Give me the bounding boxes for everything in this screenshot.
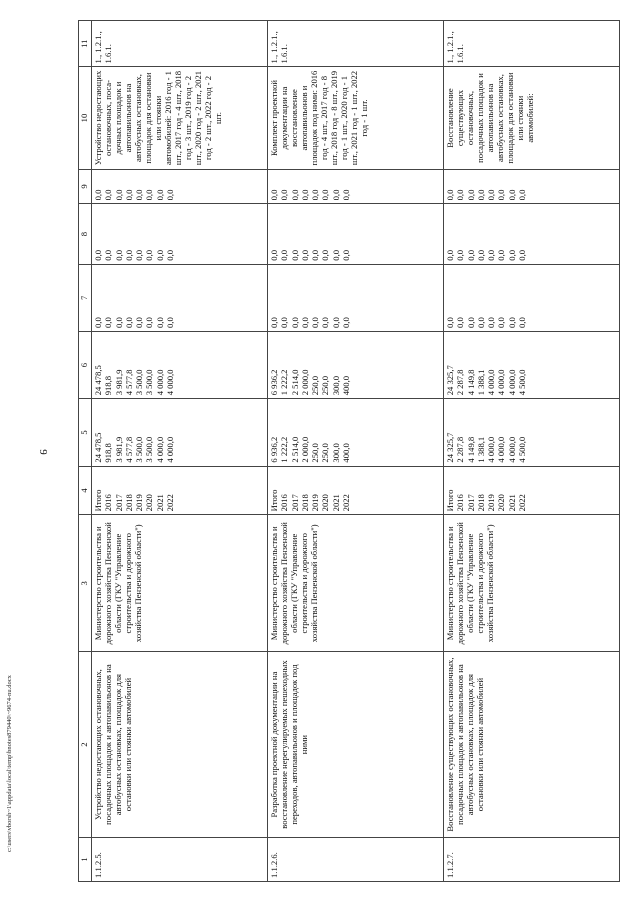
year-label: 2020 (144, 494, 155, 512)
amount-value: 0,0 (123, 317, 134, 328)
amount-value: 0,0 (144, 317, 155, 328)
amount-value: 4 000,0 (506, 436, 517, 463)
amount-value: 24 325,7 (445, 365, 455, 396)
amount-value: 0,0 (475, 317, 486, 328)
year-label: 2016 (455, 494, 466, 512)
header-cell: 11 (79, 21, 92, 67)
amount-list-cell (444, 399, 620, 466)
amount-value: 0,0 (154, 249, 165, 261)
header-cell: 9 (79, 169, 92, 204)
amount-value: 0,0 (445, 249, 455, 261)
page-number: 9 (36, 449, 49, 455)
amount-list-cell (92, 169, 268, 204)
amount-value: 1 388,1 (475, 369, 486, 396)
table-row (268, 21, 444, 882)
year-label: 2018 (123, 494, 134, 512)
reference-cell: 1., 1.2.1., 1.6.1. (92, 21, 268, 67)
amount-value: 0,0 (445, 317, 455, 328)
amount-value: 4 149,8 (465, 436, 476, 463)
amount-value: 4 000,0 (496, 369, 507, 396)
amount-value: 0,0 (475, 249, 486, 261)
amount-value: 0,0 (341, 249, 352, 261)
amount-value: 0,0 (289, 317, 300, 328)
program-table-container (78, 20, 618, 882)
amount-value: 0,0 (165, 317, 176, 328)
amount-value: 2 514,0 (289, 436, 300, 463)
amount-value: 0,0 (506, 249, 517, 261)
header-row (79, 21, 92, 882)
header-cell: 4 (79, 466, 92, 515)
amount-value: 0,0 (341, 189, 352, 201)
amount-value: 24 478,5 (93, 365, 103, 396)
amount-list-cell (92, 204, 268, 264)
amount-list-cell (268, 332, 444, 399)
amount-list-cell (444, 204, 620, 264)
amount-value: 0,0 (279, 249, 290, 261)
amount-value: 0,0 (279, 317, 290, 328)
amount-value: 0,0 (310, 189, 321, 201)
amount-value: 0,0 (134, 189, 145, 201)
amount-value: 0,0 (475, 189, 486, 201)
activity-name-cell: Устройство недостающих остановочных, посадочных площадок и автопавильонов на автобусных остановках, площадок для остановки или стоянки автомобилей (92, 652, 268, 838)
amount-value: 400,0 (341, 443, 352, 463)
amount-value: 0,0 (330, 249, 341, 261)
amount-value: 300,0 (330, 375, 341, 396)
result-cell: Комплект проектной документации на восстановление автопавильонов и площадок под ними: 2016 год - 4 шт., 2017 год - 8 шт., 2018 год - 8 шт., 2019 год - 1 шт., 2020 год - 1 шт., 2021 год - 1 шт., 2022 год - 1 шт. (268, 67, 444, 169)
year-label: 2017 (465, 494, 476, 512)
amount-value: 1 388,1 (475, 436, 486, 463)
header-cell: 1 (79, 837, 92, 881)
amount-value: 4 000,0 (165, 369, 176, 396)
year-label: 2018 (475, 494, 486, 512)
amount-value: 0,0 (310, 317, 321, 328)
amount-value: 0,0 (113, 249, 124, 261)
amount-value: 0,0 (506, 189, 517, 201)
amount-list-cell (92, 399, 268, 466)
amount-list-cell (268, 204, 444, 264)
amount-value: 0,0 (93, 317, 103, 328)
year-label: 2022 (341, 494, 352, 512)
amount-value: 3 981,9 (113, 436, 124, 463)
header-cell: 2 (79, 652, 92, 838)
amount-list-cell (268, 264, 444, 331)
amount-value: 250,0 (320, 375, 331, 396)
activity-name-cell: Разработка проектной документации на восстановление нерегулируемых пешеходных переходов, автопавильонов и площадок под ними (268, 652, 444, 838)
amount-value: 0,0 (134, 249, 145, 261)
amount-value: 0,0 (455, 189, 466, 201)
activity-name-cell: Восстановление существующих остановочных, посадочных площадок и автопавильонов на автобусных остановках, площадок для остановки или стоянки автомобилей (444, 652, 620, 838)
amount-value: 918,8 (103, 375, 114, 396)
amount-value: 0,0 (310, 249, 321, 261)
amount-value: 2 287,8 (455, 369, 466, 396)
year-label: 2019 (134, 494, 145, 512)
year-label: 2020 (320, 494, 331, 512)
amount-value: 0,0 (465, 317, 476, 328)
year-label: Итого (93, 489, 103, 512)
reference-cell: 1., 1.2.1., 1.6.1. (444, 21, 620, 67)
amount-value: 0,0 (134, 317, 145, 328)
amount-value: 0,0 (93, 189, 103, 201)
year-label: Итого (445, 489, 455, 512)
amount-value: 0,0 (455, 317, 466, 328)
header-cell: 5 (79, 399, 92, 466)
year-label: 2016 (279, 494, 290, 512)
amount-value: 0,0 (289, 249, 300, 261)
amount-list-cell (92, 264, 268, 331)
amount-value: 0,0 (320, 189, 331, 201)
amount-value: 918,8 (103, 443, 114, 463)
amount-value: 0,0 (320, 317, 331, 328)
executor-cell: Министерство строительства и дорожного хозяйства Пензенской области (ГКУ "Управление строительства и дорожного хозяйства Пензенской области") (268, 515, 444, 652)
amount-value: 4 000,0 (506, 369, 517, 396)
row-number-cell: 1.1.2.5. (92, 837, 268, 881)
year-label: 2019 (310, 494, 321, 512)
amount-value: 250,0 (310, 443, 321, 463)
amount-value: 4 000,0 (496, 436, 507, 463)
amount-value: 24 325,7 (445, 432, 455, 463)
amount-value: 2 000,0 (299, 436, 310, 463)
amount-value: 4 000,0 (154, 436, 165, 463)
amount-value: 0,0 (517, 189, 528, 201)
amount-value: 2 514,0 (289, 369, 300, 396)
amount-value: 4 577,8 (123, 436, 134, 463)
amount-value: 250,0 (320, 443, 331, 463)
year-label: 2016 (103, 494, 114, 512)
amount-value: 0,0 (486, 189, 497, 201)
amount-value: 300,0 (330, 443, 341, 463)
amount-value: 4 500,0 (517, 369, 528, 396)
amount-value: 0,0 (144, 249, 155, 261)
amount-value: 0,0 (165, 189, 176, 201)
year-label: 2021 (330, 494, 341, 512)
amount-value: 0,0 (506, 317, 517, 328)
amount-value: 3 500,0 (144, 436, 155, 463)
amount-value: 0,0 (269, 249, 279, 261)
amount-value: 1 222,2 (279, 436, 290, 463)
amount-value: 3 500,0 (144, 369, 155, 396)
header-cell: 10 (79, 67, 92, 169)
amount-value: 0,0 (269, 317, 279, 328)
amount-value: 4 000,0 (165, 436, 176, 463)
year-label: 2019 (486, 494, 497, 512)
amount-value: 0,0 (269, 189, 279, 201)
amount-value: 0,0 (123, 249, 134, 261)
year-list-cell (92, 466, 268, 515)
amount-value: 24 478,5 (93, 432, 103, 463)
row-number-cell: 1.1.2.6. (268, 837, 444, 881)
amount-list-cell (444, 332, 620, 399)
amount-value: 3 500,0 (134, 369, 145, 396)
program-table (78, 20, 620, 882)
amount-value: 0,0 (93, 249, 103, 261)
reference-cell: 1., 1.2.1., 1.6.1. (268, 21, 444, 67)
amount-value: 0,0 (330, 189, 341, 201)
amount-value: 0,0 (289, 189, 300, 201)
header-cell: 7 (79, 264, 92, 331)
amount-value: 4 000,0 (486, 369, 497, 396)
amount-value: 0,0 (123, 189, 134, 201)
amount-value: 0,0 (299, 317, 310, 328)
amount-value: 0,0 (103, 317, 114, 328)
amount-value: 0,0 (154, 189, 165, 201)
amount-value: 4 000,0 (486, 436, 497, 463)
amount-list-cell (444, 264, 620, 331)
header-cell: 3 (79, 515, 92, 652)
amount-value: 0,0 (465, 189, 476, 201)
amount-value: 0,0 (299, 249, 310, 261)
header-cell: 8 (79, 204, 92, 264)
header-cell: 6 (79, 332, 92, 399)
result-cell: Устройство недостающих остановочных, поса-дочных площадок и автопавильонов на автобусных остановках, площадок для остановки или стоянки автомобилей: 2016 год - 1 шт., 2017 год - 4 шт., 2018 год - 3 шт., 2019 год - 2 шт., 2020 год - 2 шт., 2021 год - 2 шт., 2022 год - 2 шт. (92, 67, 268, 169)
amount-value: 4 577,8 (123, 369, 134, 396)
amount-value: 0,0 (144, 189, 155, 201)
amount-value: 0,0 (113, 317, 124, 328)
amount-value: 250,0 (310, 375, 321, 396)
year-list-cell (444, 466, 620, 515)
table-row (444, 21, 620, 882)
year-label: Итого (269, 489, 279, 512)
amount-value: 0,0 (496, 249, 507, 261)
row-number-cell: 1.1.2.7. (444, 837, 620, 881)
amount-value: 0,0 (486, 317, 497, 328)
amount-value: 2 000,0 (299, 369, 310, 396)
year-label: 2017 (113, 494, 124, 512)
amount-value: 3 500,0 (134, 436, 145, 463)
amount-value: 0,0 (154, 317, 165, 328)
year-label: 2021 (154, 494, 165, 512)
amount-value: 400,0 (341, 375, 352, 396)
amount-value: 2 287,8 (455, 436, 466, 463)
amount-value: 0,0 (517, 317, 528, 328)
amount-list-cell (444, 169, 620, 204)
amount-value: 0,0 (113, 189, 124, 201)
amount-value: 0,0 (455, 249, 466, 261)
result-cell: Восстановление существующих остановочных, посадочных площадок и автопавильонов на автобусных остановках, площадок для остановки или стоянки автомобилей: (444, 67, 620, 169)
amount-value: 0,0 (465, 249, 476, 261)
year-list-cell (268, 466, 444, 515)
amount-list-cell (268, 399, 444, 466)
amount-value: 1 222,2 (279, 369, 290, 396)
amount-value: 0,0 (445, 189, 455, 201)
amount-value: 0,0 (299, 189, 310, 201)
executor-cell: Министерство строительства и дорожного хозяйства Пензенской области (ГКУ "Управление строительства и дорожного хозяйства Пензенской области") (92, 515, 268, 652)
year-label: 2021 (506, 494, 517, 512)
year-label: 2018 (299, 494, 310, 512)
amount-value: 0,0 (330, 317, 341, 328)
table-body (92, 21, 620, 882)
year-label: 2020 (496, 494, 507, 512)
amount-value: 6 936,2 (269, 436, 279, 463)
amount-value: 3 981,9 (113, 369, 124, 396)
amount-value: 0,0 (103, 189, 114, 201)
table-row (92, 21, 268, 882)
amount-value: 0,0 (341, 317, 352, 328)
amount-value: 0,0 (165, 249, 176, 261)
amount-value: 4 149,8 (465, 369, 476, 396)
amount-value: 0,0 (496, 317, 507, 328)
amount-value: 0,0 (279, 189, 290, 201)
amount-value: 4 000,0 (154, 369, 165, 396)
file-path-footer: c:\users\vborsh~1\appdata\local\temp\bnotes879440\~9674-nu.docx (6, 675, 13, 852)
year-label: 2017 (289, 494, 300, 512)
amount-value: 6 936,2 (269, 369, 279, 396)
amount-value: 4 500,0 (517, 436, 528, 463)
year-label: 2022 (517, 494, 528, 512)
year-label: 2022 (165, 494, 176, 512)
amount-value: 0,0 (320, 249, 331, 261)
amount-value: 0,0 (103, 249, 114, 261)
amount-value: 0,0 (496, 189, 507, 201)
amount-list-cell (92, 332, 268, 399)
amount-value: 0,0 (517, 249, 528, 261)
amount-list-cell (268, 169, 444, 204)
executor-cell: Министерство строительства и дорожного хозяйства Пензенской области (ГКУ "Управление строительства и дорожного хозяйства Пензенской области") (444, 515, 620, 652)
amount-value: 0,0 (486, 249, 497, 261)
